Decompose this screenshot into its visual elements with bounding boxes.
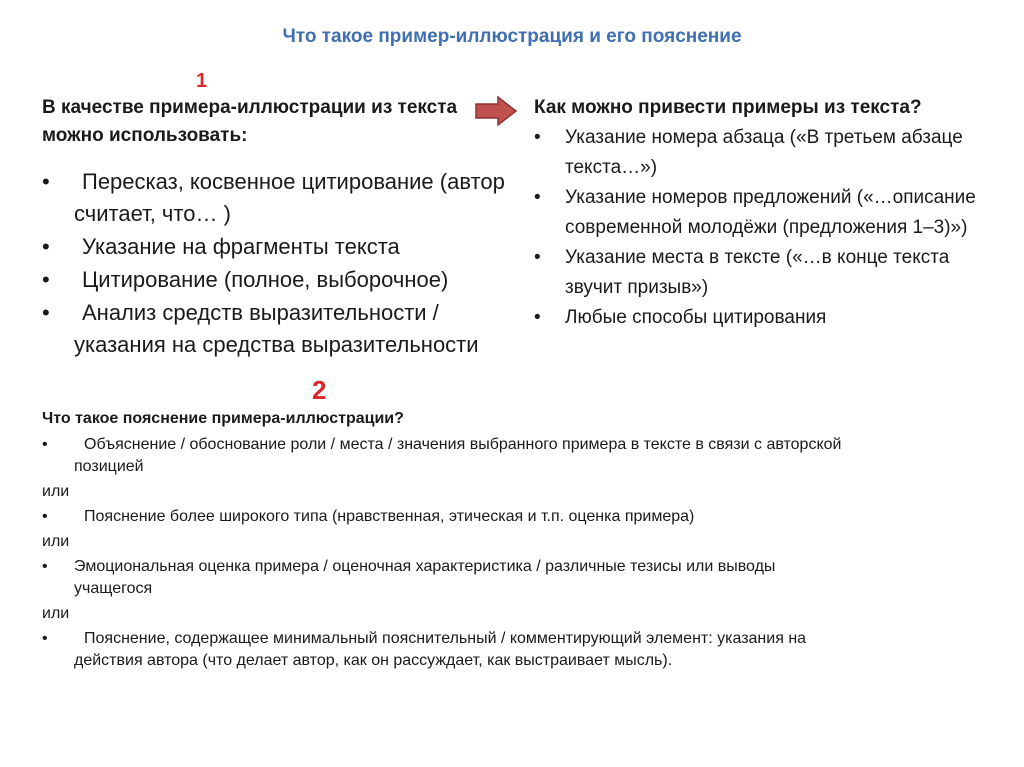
explanation-heading: Что такое пояснение примера-иллюстрации?	[42, 410, 404, 427]
marker-number-1: 1	[196, 70, 208, 92]
list-item: • Пересказ, косвенное цитирование (автор считает, что… )	[42, 166, 532, 230]
or-separator: или	[42, 605, 70, 622]
left-column-heading: В качестве примера-иллюстрации из текста можно использовать:	[42, 97, 458, 146]
list-item: • Пояснение более широкого типа (нравственная, этическая и т.п. оценка примера)	[42, 506, 842, 528]
or-separator: или	[42, 533, 70, 550]
or-separator: или	[42, 483, 70, 500]
list-item: • Пояснение, содержащее минимальный пояснительный / комментирующий элемент: указания на действия автора (что делает автор, как он рассуждает, как выстраивает мысль).	[42, 628, 842, 672]
list-item: • Эмоциональная оценка примера / оценочная характеристика / различные тезисы или выводы учащегося	[42, 556, 842, 600]
left-bullet-list	[42, 166, 532, 362]
right-bullet-list	[534, 123, 1004, 333]
marker-number-2: 2	[312, 375, 327, 405]
list-item: • Любые способы цитирования	[534, 303, 1004, 333]
list-item: • Цитирование (полное, выборочное)	[42, 264, 532, 296]
list-item: • Анализ средств выразительности / указания на средства выразительности	[42, 297, 532, 361]
right-column-heading: Как можно привести примеры из текста?	[534, 97, 922, 118]
list-item: • Указание места в тексте («…в конце текста звучит призыв»)	[534, 243, 1004, 303]
list-item: • Объяснение / обоснование роли / места / значения выбранного примера в тексте в связи с авторской позицией	[42, 434, 842, 478]
slide-title: Что такое пример-иллюстрация и его пояснение	[282, 26, 742, 47]
explanation-list	[42, 434, 842, 672]
list-item: • Указание номера абзаца («В третьем абзаце текста…»)	[534, 123, 1004, 183]
list-item: • Указание номеров предложений («…описание современной молодёжи (предложения 1–3)»)	[534, 183, 1004, 243]
list-item: • Указание на фрагменты текста	[42, 231, 532, 263]
